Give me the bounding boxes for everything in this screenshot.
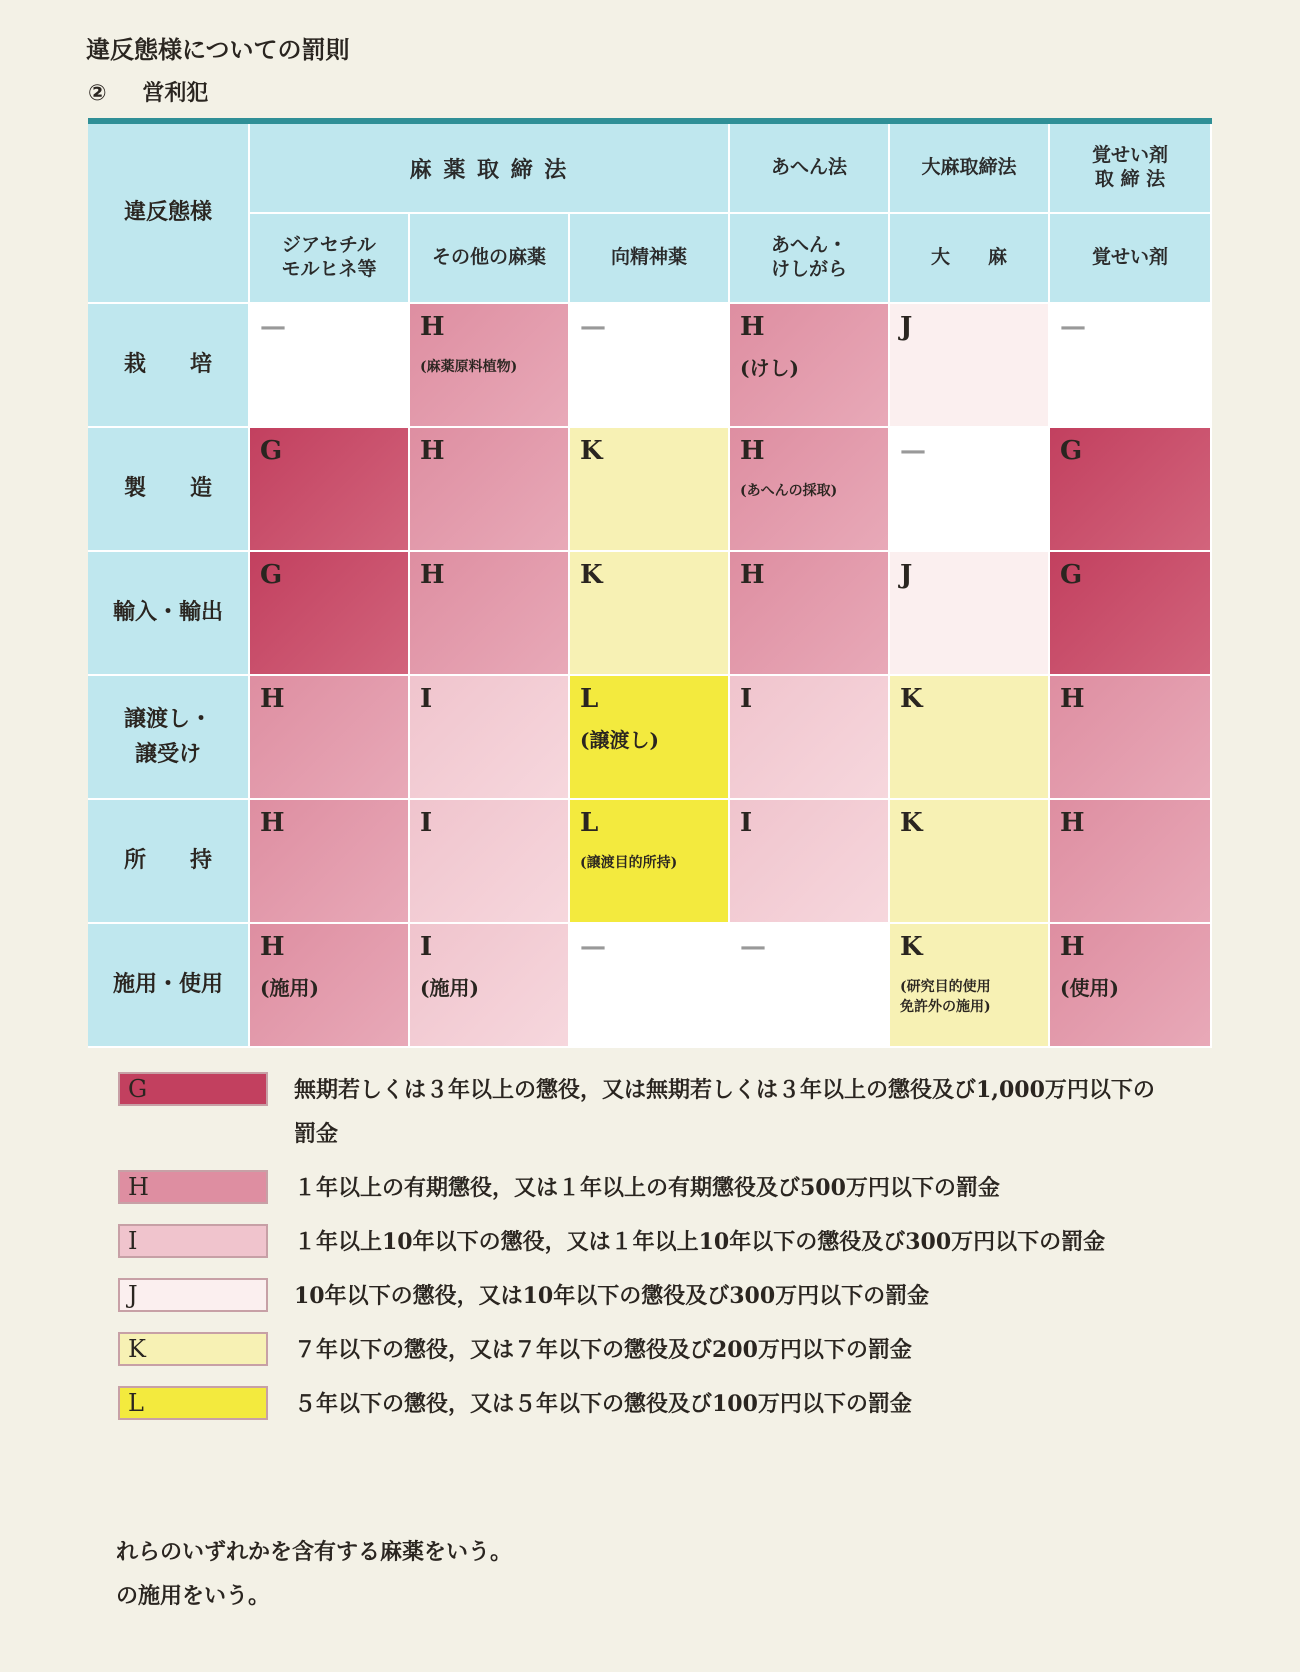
penalty-cell [730, 552, 890, 676]
footnote: の施用をいう。 [116, 1583, 271, 1609]
penalty-code: — [580, 932, 606, 962]
penalty-cell [730, 800, 890, 924]
penalty-code: I [420, 684, 433, 714]
row-header: 施用・使用 [88, 924, 250, 1048]
penalty-cell [730, 924, 890, 1048]
penalty-code: H [740, 312, 765, 342]
penalty-cell [890, 924, 1050, 1048]
penalty-code: L [580, 808, 599, 838]
subtitle-number: ② [88, 81, 107, 106]
penalty-code: K [900, 808, 923, 838]
penalty-code: H [420, 436, 445, 466]
legend-text: 10年以下の懲役，又は10年以下の懲役及び300万円以下の罰金 [294, 1283, 930, 1309]
penalty-code: G [1060, 436, 1083, 466]
penalty-cell [410, 924, 570, 1048]
penalty-code: J [900, 560, 913, 590]
substance-header: ジアセチル モルヒネ等 [250, 214, 410, 304]
penalty-note: (施用) [260, 976, 319, 1000]
legend-swatch: K [118, 1332, 268, 1366]
penalty-cell [890, 552, 1050, 676]
penalty-cell [730, 676, 890, 800]
penalty-cell [730, 304, 890, 428]
penalty-note: (けし) [740, 356, 799, 380]
penalty-cell [410, 552, 570, 676]
penalty-code: H [1060, 684, 1085, 714]
penalty-cell [1050, 428, 1212, 552]
penalty-code: — [260, 312, 286, 342]
penalty-code: G [260, 560, 283, 590]
penalty-code: — [1060, 312, 1086, 342]
penalty-cell [570, 676, 730, 800]
penalty-cell [570, 800, 730, 924]
penalty-code: G [260, 436, 283, 466]
legend-text: １年以上の有期懲役，又は１年以上の有期懲役及び500万円以下の罰金 [294, 1175, 1000, 1201]
penalty-code: G [1060, 560, 1083, 590]
penalty-table [88, 118, 1212, 1048]
legend-item [118, 1274, 1218, 1318]
penalty-code: K [580, 436, 603, 466]
penalty-cell [1050, 304, 1212, 428]
penalty-note: (譲渡し) [580, 728, 659, 752]
legend-item [118, 1382, 1218, 1426]
legend-item [118, 1166, 1218, 1210]
legend-text: １年以上10年以下の懲役，又は１年以上10年以下の懲役及び300万円以下の罰金 [294, 1229, 1106, 1255]
legend-item [118, 1220, 1218, 1264]
row-header: 栽 培 [88, 304, 250, 428]
legend-item [118, 1328, 1218, 1372]
penalty-cell [250, 924, 410, 1048]
law-header: 大麻取締法 [890, 124, 1050, 214]
penalty-cell [730, 428, 890, 552]
penalty-code: H [420, 560, 445, 590]
penalty-note: (麻薬原料植物) [420, 359, 518, 375]
penalty-cell [890, 676, 1050, 800]
substance-header: あへん・ けしがら [730, 214, 890, 304]
penalty-cell [890, 428, 1050, 552]
penalty-code: I [740, 684, 753, 714]
penalty-cell [410, 428, 570, 552]
penalty-cell [570, 304, 730, 428]
penalty-code: H [420, 312, 445, 342]
legend-swatch: L [118, 1386, 268, 1420]
substance-header: 向精神薬 [570, 214, 730, 304]
substance-header: その他の麻薬 [410, 214, 570, 304]
penalty-code: — [740, 932, 766, 962]
penalty-code: I [740, 808, 753, 838]
penalty-cell [250, 676, 410, 800]
penalty-cell [250, 304, 410, 428]
row-header: 譲渡し・ 譲受け [88, 676, 250, 800]
penalty-code: H [1060, 932, 1085, 962]
legend-text: 無期若しくは３年以上の懲役，又は無期若しくは３年以上の懲役及び1,000万円以下の罰金 [294, 1077, 1155, 1147]
subtitle-text: 営利犯 [142, 81, 209, 106]
legend-swatch: J [118, 1278, 268, 1312]
legend-swatch: I [118, 1224, 268, 1258]
subtitle [88, 76, 208, 107]
legend-item [118, 1068, 1218, 1156]
legend [118, 1068, 1218, 1436]
penalty-code: K [900, 932, 923, 962]
penalty-cell [570, 428, 730, 552]
penalty-cell [1050, 676, 1212, 800]
substance-header: 覚せい剤 [1050, 214, 1212, 304]
penalty-code: H [260, 932, 285, 962]
penalty-note: (研究目的使用 免許外の施用) [900, 979, 991, 1015]
penalty-cell [410, 800, 570, 924]
penalty-code: H [260, 684, 285, 714]
law-header: 麻 薬 取 締 法 [250, 124, 730, 214]
footnote: れらのいずれかを含有する麻薬をいう。 [116, 1539, 513, 1565]
penalty-code: I [420, 808, 433, 838]
legend-swatch: G [118, 1072, 268, 1106]
penalty-note: (使用) [1060, 976, 1119, 1000]
penalty-cell [890, 800, 1050, 924]
substance-header: 大 麻 [890, 214, 1050, 304]
footnotes [116, 1530, 512, 1618]
row-header: 輸入・輸出 [88, 552, 250, 676]
legend-swatch: H [118, 1170, 268, 1204]
penalty-cell [1050, 924, 1212, 1048]
penalty-code: H [740, 560, 765, 590]
law-header: あへん法 [730, 124, 890, 214]
legend-text: ５年以下の懲役，又は５年以下の懲役及び100万円以下の罰金 [294, 1391, 912, 1417]
penalty-cell [570, 552, 730, 676]
penalty-cell [250, 552, 410, 676]
law-header: 覚せい剤 取 締 法 [1050, 124, 1212, 214]
penalty-code: — [580, 312, 606, 342]
row-header: 所 持 [88, 800, 250, 924]
penalty-cell [410, 676, 570, 800]
penalty-note: (施用) [420, 976, 479, 1000]
penalty-code: H [1060, 808, 1085, 838]
penalty-note: (譲渡目的所持) [580, 855, 678, 871]
penalty-cell [1050, 552, 1212, 676]
penalty-code: J [900, 312, 913, 342]
penalty-code: — [900, 436, 926, 466]
corner-header: 違反態様 [88, 124, 250, 304]
row-header: 製 造 [88, 428, 250, 552]
penalty-cell [250, 428, 410, 552]
penalty-code: H [740, 436, 765, 466]
penalty-cell [1050, 800, 1212, 924]
penalty-code: K [900, 684, 923, 714]
penalty-code: L [580, 684, 599, 714]
penalty-cell [250, 800, 410, 924]
page-title: 違反態様についての罰則 [86, 36, 350, 64]
penalty-code: I [420, 932, 433, 962]
penalty-code: H [260, 808, 285, 838]
penalty-cell [890, 304, 1050, 428]
penalty-cell [570, 924, 730, 1048]
penalty-code: K [580, 560, 603, 590]
penalty-cell [410, 304, 570, 428]
penalty-note: (あへんの採取) [740, 483, 838, 499]
legend-text: ７年以下の懲役，又は７年以下の懲役及び200万円以下の罰金 [294, 1337, 912, 1363]
